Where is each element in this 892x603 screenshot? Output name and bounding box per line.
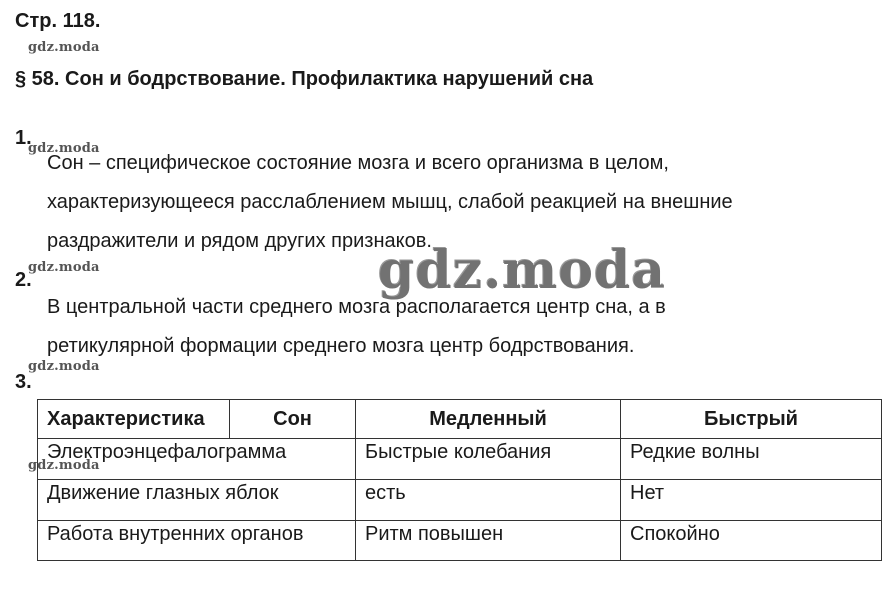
table-header-cell: Медленный [356, 400, 621, 439]
paragraph-line: В центральной части среднего мозга располагается центр сна, а в [47, 296, 666, 318]
table-header-cell: Быстрый [621, 400, 882, 439]
table-cell: Быстрые колебания [356, 439, 621, 480]
answer-number: 2. [15, 269, 32, 291]
answer-number: 1. [15, 127, 32, 149]
watermark-large: gdz.moda [378, 240, 667, 301]
watermark-small: gdz.moda [28, 359, 100, 374]
table-cell: есть [356, 480, 621, 521]
page-number: Стр. 118. [15, 10, 101, 32]
table-cell: Нет [621, 480, 882, 521]
answer-2-text [47, 288, 666, 366]
watermark-small: gdz.moda [28, 260, 100, 275]
section-heading: § 58. Сон и бодрствование. Профилактика нарушений сна [15, 68, 594, 90]
table-row [38, 439, 882, 480]
table-cell: Работа внутренних органов [38, 521, 356, 561]
table-header-row [38, 400, 882, 439]
watermark-small: gdz.moda [28, 458, 100, 473]
table-cell: Электроэнцефалограмма [38, 439, 356, 480]
answer-number: 3. [15, 371, 32, 393]
paragraph-line: характеризующееся расслаблением мышц, слабой реакцией на внешние [47, 191, 733, 213]
watermark-small: gdz.moda [28, 40, 100, 55]
table-header-cell: Характеристика [38, 400, 230, 439]
table-header-cell: Сон [230, 400, 356, 439]
table-cell: Редкие волны [621, 439, 882, 480]
table-cell: Ритм повышен [356, 521, 621, 561]
table-cell: Движение глазных яблок [38, 480, 356, 521]
table-row [38, 480, 882, 521]
watermark-small: gdz.moda [28, 141, 100, 156]
table-row [38, 521, 882, 561]
paragraph-line: раздражители и рядом других признаков. [47, 230, 432, 252]
table-cell: Спокойно [621, 521, 882, 561]
comparison-table [37, 399, 882, 561]
paragraph-line: ретикулярной формации среднего мозга центр бодрствования. [47, 335, 635, 357]
paragraph-line: Сон – специфическое состояние мозга и всего организма в целом, [47, 152, 669, 174]
